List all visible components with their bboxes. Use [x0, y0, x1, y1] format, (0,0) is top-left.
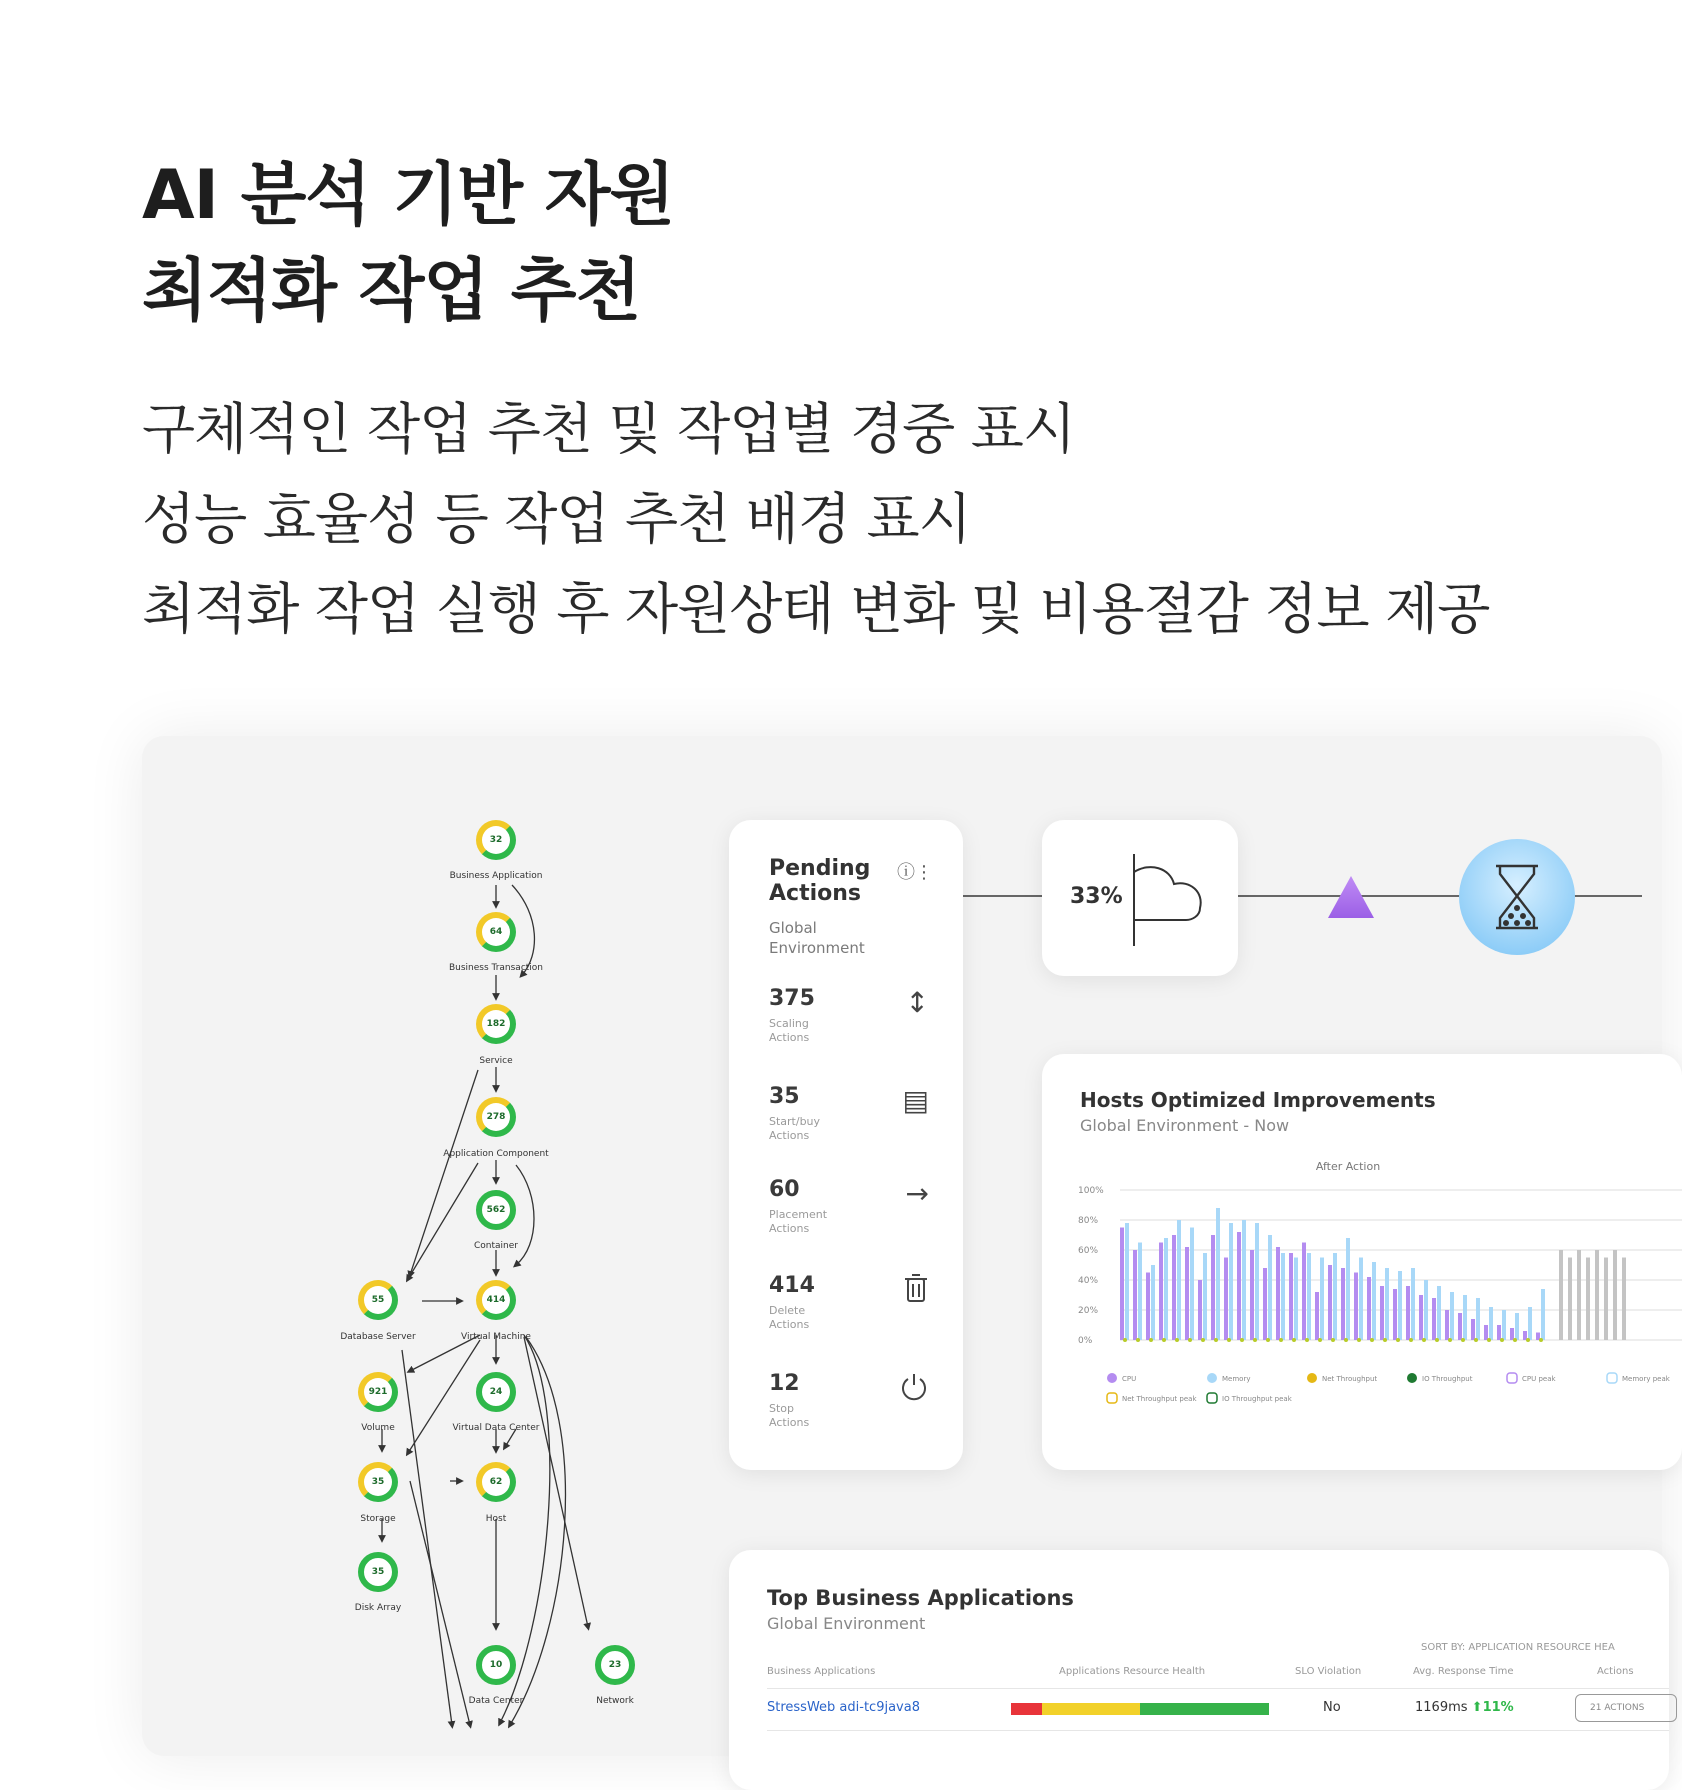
baseline-marker	[1474, 1338, 1478, 1342]
bar-memory	[1255, 1223, 1259, 1340]
bar-memory	[1203, 1253, 1207, 1340]
bar-memory	[1138, 1243, 1142, 1341]
node-database-server[interactable]	[358, 1280, 398, 1320]
bar-cpu	[1445, 1310, 1449, 1340]
bar-cpu	[1497, 1325, 1501, 1340]
headline	[142, 148, 674, 340]
legend-label: CPU peak	[1522, 1375, 1556, 1383]
node-value: 35	[371, 1477, 385, 1487]
cloud-utilization-card[interactable]	[1042, 820, 1238, 976]
node-label: Volume	[361, 1423, 395, 1433]
bar-memory	[1476, 1298, 1480, 1340]
legend-swatch	[1307, 1373, 1317, 1383]
bar-memory	[1515, 1313, 1519, 1340]
bar-cpu	[1250, 1250, 1254, 1340]
label-line: Start/buy	[769, 1115, 821, 1128]
bar-memory	[1177, 1220, 1181, 1340]
legend-swatch	[1507, 1373, 1517, 1383]
hosts-bar-chart	[1042, 1154, 1682, 1454]
health-segment	[1011, 1703, 1042, 1715]
legend-label: IO Throughput peak	[1222, 1395, 1292, 1403]
baseline-marker	[1409, 1338, 1413, 1342]
node-container[interactable]	[476, 1190, 516, 1230]
action-label	[769, 1208, 929, 1236]
action-label	[769, 1017, 929, 1045]
y-tick-label: 100%	[1078, 1186, 1104, 1196]
bar-memory	[1229, 1223, 1233, 1340]
label-line: Stop	[769, 1402, 795, 1415]
node-business-application[interactable]	[476, 820, 516, 860]
bar-cpu	[1263, 1268, 1267, 1340]
bar-cpu	[1198, 1280, 1202, 1340]
feature-list	[142, 384, 1489, 654]
node-label: Application Component	[443, 1149, 549, 1159]
action-count: 375	[769, 986, 815, 1011]
bar-future	[1568, 1258, 1572, 1341]
node-virtual-data-center[interactable]	[476, 1372, 516, 1412]
node-value: 278	[486, 1112, 506, 1122]
resource-health-bar	[1011, 1703, 1269, 1715]
bar-memory	[1151, 1265, 1155, 1340]
action-row-delete[interactable]	[769, 1273, 929, 1353]
label-line: Actions	[769, 1416, 810, 1429]
node-business-transaction[interactable]	[476, 912, 516, 952]
legend-swatch	[1107, 1393, 1117, 1403]
bar-future	[1604, 1258, 1608, 1341]
subtitle-line: Global	[769, 919, 817, 937]
baseline-marker	[1344, 1338, 1348, 1342]
legend-label: Net Throughput	[1322, 1375, 1378, 1383]
bar-memory	[1424, 1280, 1428, 1340]
baseline-marker	[1292, 1338, 1296, 1342]
y-tick-label: 40%	[1078, 1276, 1099, 1286]
resize-vertical-icon: ↕	[905, 986, 929, 1019]
bar-memory	[1411, 1268, 1415, 1340]
label-line: Actions	[769, 1222, 810, 1235]
triangle-icon[interactable]	[1326, 874, 1376, 920]
action-label	[769, 1115, 929, 1143]
y-tick-label: 80%	[1078, 1216, 1099, 1226]
bar-memory	[1216, 1208, 1220, 1340]
bar-cpu	[1211, 1235, 1215, 1340]
top-business-apps-card	[729, 1550, 1669, 1790]
baseline-marker	[1526, 1338, 1530, 1342]
baseline-marker	[1331, 1338, 1335, 1342]
node-value: 23	[608, 1660, 622, 1670]
bar-cpu	[1172, 1235, 1176, 1340]
baseline-marker	[1201, 1338, 1205, 1342]
node-value: 55	[371, 1295, 385, 1305]
cloud-icon	[1130, 852, 1210, 948]
legend-label: Net Throughput peak	[1122, 1395, 1197, 1403]
bar-memory	[1502, 1310, 1506, 1340]
pending-actions-title	[769, 856, 870, 906]
bar-cpu	[1393, 1289, 1397, 1340]
baseline-marker	[1266, 1338, 1270, 1342]
legend-swatch	[1607, 1373, 1617, 1383]
legend-label: Memory peak	[1622, 1375, 1670, 1383]
title-line: Actions	[769, 881, 861, 906]
baseline-marker	[1435, 1338, 1439, 1342]
column-header[interactable]: Avg. Response Time	[1413, 1666, 1514, 1677]
node-value: 562	[486, 1205, 506, 1215]
baseline-marker	[1162, 1338, 1166, 1342]
bar-memory	[1359, 1258, 1363, 1341]
baseline-marker	[1305, 1338, 1309, 1342]
trash-icon-svg	[903, 1273, 929, 1303]
bar-cpu	[1406, 1286, 1410, 1340]
action-row-placement[interactable]	[769, 1177, 929, 1257]
baseline-marker	[1214, 1338, 1218, 1342]
table-subtitle: Global Environment	[767, 1614, 926, 1633]
bar-cpu	[1354, 1273, 1358, 1341]
node-disk-array[interactable]	[358, 1552, 398, 1592]
bar-cpu	[1510, 1328, 1514, 1340]
health-segment	[1140, 1703, 1269, 1715]
bar-memory	[1385, 1268, 1389, 1340]
baseline-marker	[1136, 1338, 1140, 1342]
node-label: Virtual Machine	[461, 1332, 531, 1342]
bar-memory	[1307, 1253, 1311, 1340]
bar-cpu	[1380, 1286, 1384, 1340]
bar-cpu	[1315, 1292, 1319, 1340]
subtitle-line: Environment	[769, 939, 865, 957]
bar-cpu	[1341, 1268, 1345, 1340]
feature-line-2: 성능 효율성 등 작업 추천 배경 표시	[142, 487, 971, 551]
legend-swatch	[1207, 1393, 1217, 1403]
arrow-right-icon: →	[905, 1177, 929, 1210]
node-label: Storage	[360, 1514, 396, 1524]
delta-up-icon: ⬆	[1471, 1700, 1483, 1715]
baseline-marker	[1149, 1338, 1153, 1342]
bar-cpu	[1484, 1325, 1488, 1340]
node-label: Data Center	[468, 1696, 524, 1706]
node-virtual-machine[interactable]	[476, 1280, 516, 1320]
node-host[interactable]	[476, 1462, 516, 1502]
baseline-marker	[1123, 1338, 1127, 1342]
label-line: Scaling	[769, 1017, 809, 1030]
bar-cpu	[1302, 1243, 1306, 1341]
trash-icon	[903, 1273, 929, 1309]
bar-cpu	[1432, 1298, 1436, 1340]
bar-cpu	[1328, 1265, 1332, 1340]
bar-cpu	[1237, 1232, 1241, 1340]
bar-cpu	[1367, 1277, 1371, 1340]
node-value: 921	[368, 1387, 388, 1397]
actions-button[interactable]: 21 ACTIONS	[1575, 1694, 1677, 1722]
bar-cpu	[1159, 1243, 1163, 1341]
app-link[interactable]: StressWeb adi-tc9java8	[767, 1700, 920, 1715]
bar-cpu	[1523, 1331, 1527, 1340]
bar-memory	[1164, 1238, 1168, 1340]
node-storage[interactable]	[358, 1462, 398, 1502]
action-row-start-buy[interactable]	[769, 1084, 929, 1164]
hourglass-icon[interactable]	[1458, 838, 1576, 956]
bar-memory	[1528, 1307, 1532, 1340]
bar-cpu	[1471, 1319, 1475, 1340]
node-value: 182	[486, 1019, 506, 1029]
action-count: 60	[769, 1177, 800, 1202]
bar-cpu	[1224, 1258, 1228, 1341]
action-count: 12	[769, 1371, 800, 1396]
bar-memory	[1463, 1295, 1467, 1340]
legend-label: CPU	[1122, 1375, 1137, 1383]
node-label: Network	[596, 1696, 634, 1706]
baseline-marker	[1422, 1338, 1426, 1342]
node-data-center[interactable]	[476, 1645, 516, 1685]
baseline-marker	[1396, 1338, 1400, 1342]
label-line: Delete	[769, 1304, 806, 1317]
column-header[interactable]: SLO Violation	[1295, 1666, 1362, 1677]
baseline-marker	[1279, 1338, 1283, 1342]
y-tick-label: 60%	[1078, 1246, 1099, 1256]
response-value: 1169ms	[1415, 1700, 1468, 1715]
bar-cpu	[1419, 1295, 1423, 1340]
column-header[interactable]: Actions	[1597, 1666, 1634, 1677]
pending-actions-subtitle	[769, 918, 865, 958]
label-line: Placement	[769, 1208, 828, 1221]
bar-future	[1622, 1258, 1626, 1341]
node-value: 64	[489, 927, 503, 937]
node-value: 35	[371, 1567, 385, 1577]
headline-line-1: AI 분석 기반 자원	[142, 156, 675, 235]
baseline-marker	[1253, 1338, 1257, 1342]
divider	[767, 1730, 1669, 1731]
baseline-marker	[1357, 1338, 1361, 1342]
bar-memory	[1320, 1258, 1324, 1341]
baseline-marker	[1383, 1338, 1387, 1342]
bar-cpu	[1120, 1228, 1124, 1341]
bar-future	[1586, 1258, 1590, 1341]
column-header[interactable]: Business Applications	[767, 1666, 876, 1677]
label-line: Actions	[769, 1318, 810, 1331]
action-count: 414	[769, 1273, 815, 1298]
node-label: Container	[474, 1241, 518, 1251]
baseline-marker	[1487, 1338, 1491, 1342]
bar-memory	[1268, 1235, 1272, 1340]
bar-cpu	[1146, 1273, 1150, 1341]
bar-memory	[1294, 1258, 1298, 1341]
node-label: Host	[485, 1514, 507, 1524]
label-line: Actions	[769, 1129, 810, 1142]
node-label: Service	[479, 1056, 513, 1066]
bar-future	[1559, 1250, 1563, 1340]
feature-line-3: 최적화 작업 실행 후 자원상태 변화 및 비용절감 정보 제공	[142, 577, 1490, 641]
cloud-percent: 33%	[1070, 884, 1123, 909]
bar-cpu	[1276, 1247, 1280, 1340]
bar-memory	[1242, 1220, 1246, 1340]
divider	[767, 1688, 1669, 1689]
node-value: 414	[486, 1295, 506, 1305]
node-label: Database Server	[340, 1332, 416, 1342]
y-tick-label: 0%	[1078, 1336, 1093, 1346]
y-tick-label: 20%	[1078, 1306, 1099, 1316]
baseline-marker	[1448, 1338, 1452, 1342]
bar-memory	[1372, 1262, 1376, 1340]
list-icon: ▤	[902, 1084, 929, 1117]
node-volume[interactable]	[358, 1372, 398, 1412]
legend-swatch	[1207, 1373, 1217, 1383]
title-line: Pending	[769, 856, 871, 881]
bar-memory	[1437, 1286, 1441, 1340]
node-value: 24	[489, 1387, 503, 1397]
chart-title: After Action	[1315, 1160, 1381, 1173]
baseline-marker	[1240, 1338, 1244, 1342]
power-icon	[899, 1371, 929, 1408]
baseline-marker	[1539, 1338, 1543, 1342]
bar-cpu	[1458, 1313, 1462, 1340]
bar-memory	[1541, 1289, 1545, 1340]
node-label: Business Application	[449, 871, 543, 881]
baseline-marker	[1513, 1338, 1517, 1342]
bar-memory	[1346, 1238, 1350, 1340]
bar-cpu	[1133, 1250, 1137, 1340]
bar-cpu	[1289, 1253, 1293, 1340]
node-label: Disk Array	[354, 1603, 402, 1613]
node-value: 62	[489, 1477, 503, 1487]
baseline-marker	[1500, 1338, 1504, 1342]
pending-actions-card	[729, 820, 963, 1470]
label-line: Actions	[769, 1031, 810, 1044]
action-row-stop[interactable]	[769, 1371, 929, 1451]
response-delta: 11%	[1482, 1700, 1514, 1715]
slo-violation: No	[1323, 1700, 1341, 1715]
baseline-marker	[1318, 1338, 1322, 1342]
hosts-title: Hosts Optimized Improvements	[1080, 1088, 1436, 1112]
bar-future	[1577, 1250, 1581, 1340]
hosts-improvements-card	[1042, 1054, 1682, 1470]
health-segment	[1042, 1703, 1140, 1715]
legend-label: Memory	[1222, 1375, 1251, 1383]
node-service[interactable]	[476, 1004, 516, 1044]
bar-memory	[1398, 1271, 1402, 1340]
node-label: Business Transaction	[448, 963, 544, 973]
column-header[interactable]: Applications Resource Health	[1059, 1666, 1206, 1677]
node-network[interactable]	[595, 1645, 635, 1685]
bar-memory	[1281, 1253, 1285, 1340]
baseline-marker	[1370, 1338, 1374, 1342]
bar-cpu	[1185, 1247, 1189, 1340]
node-label: Virtual Data Center	[452, 1423, 540, 1433]
bar-memory	[1125, 1223, 1129, 1340]
power-icon-svg	[899, 1371, 929, 1401]
legend-swatch	[1407, 1373, 1417, 1383]
bar-memory	[1489, 1307, 1493, 1340]
help-icon[interactable]: ⓘ⋮	[897, 862, 933, 883]
headline-line-2: 최적화 작업 추천	[142, 252, 641, 331]
baseline-marker	[1188, 1338, 1192, 1342]
sort-control[interactable]: SORT BY: APPLICATION RESOURCE HEA	[1421, 1642, 1615, 1653]
action-count: 35	[769, 1084, 800, 1109]
feature-line-1: 구체적인 작업 추천 및 작업별 경중 표시	[142, 397, 1075, 461]
legend-swatch	[1107, 1373, 1117, 1383]
bar-memory	[1450, 1292, 1454, 1340]
bar-future	[1613, 1250, 1617, 1340]
bar-memory	[1333, 1253, 1337, 1340]
bar-memory	[1190, 1228, 1194, 1341]
legend-label: IO Throughput	[1422, 1375, 1473, 1383]
baseline-marker	[1227, 1338, 1231, 1342]
node-application-component[interactable]	[476, 1097, 516, 1137]
table-title: Top Business Applications	[767, 1586, 1074, 1610]
node-value: 32	[489, 835, 503, 845]
hosts-subtitle: Global Environment - Now	[1080, 1116, 1290, 1135]
baseline-marker	[1461, 1338, 1465, 1342]
action-row-scaling[interactable]	[769, 986, 929, 1066]
baseline-marker	[1175, 1338, 1179, 1342]
node-value: 10	[489, 1660, 503, 1670]
avg-response-time	[1415, 1700, 1514, 1715]
bar-future	[1595, 1250, 1599, 1340]
